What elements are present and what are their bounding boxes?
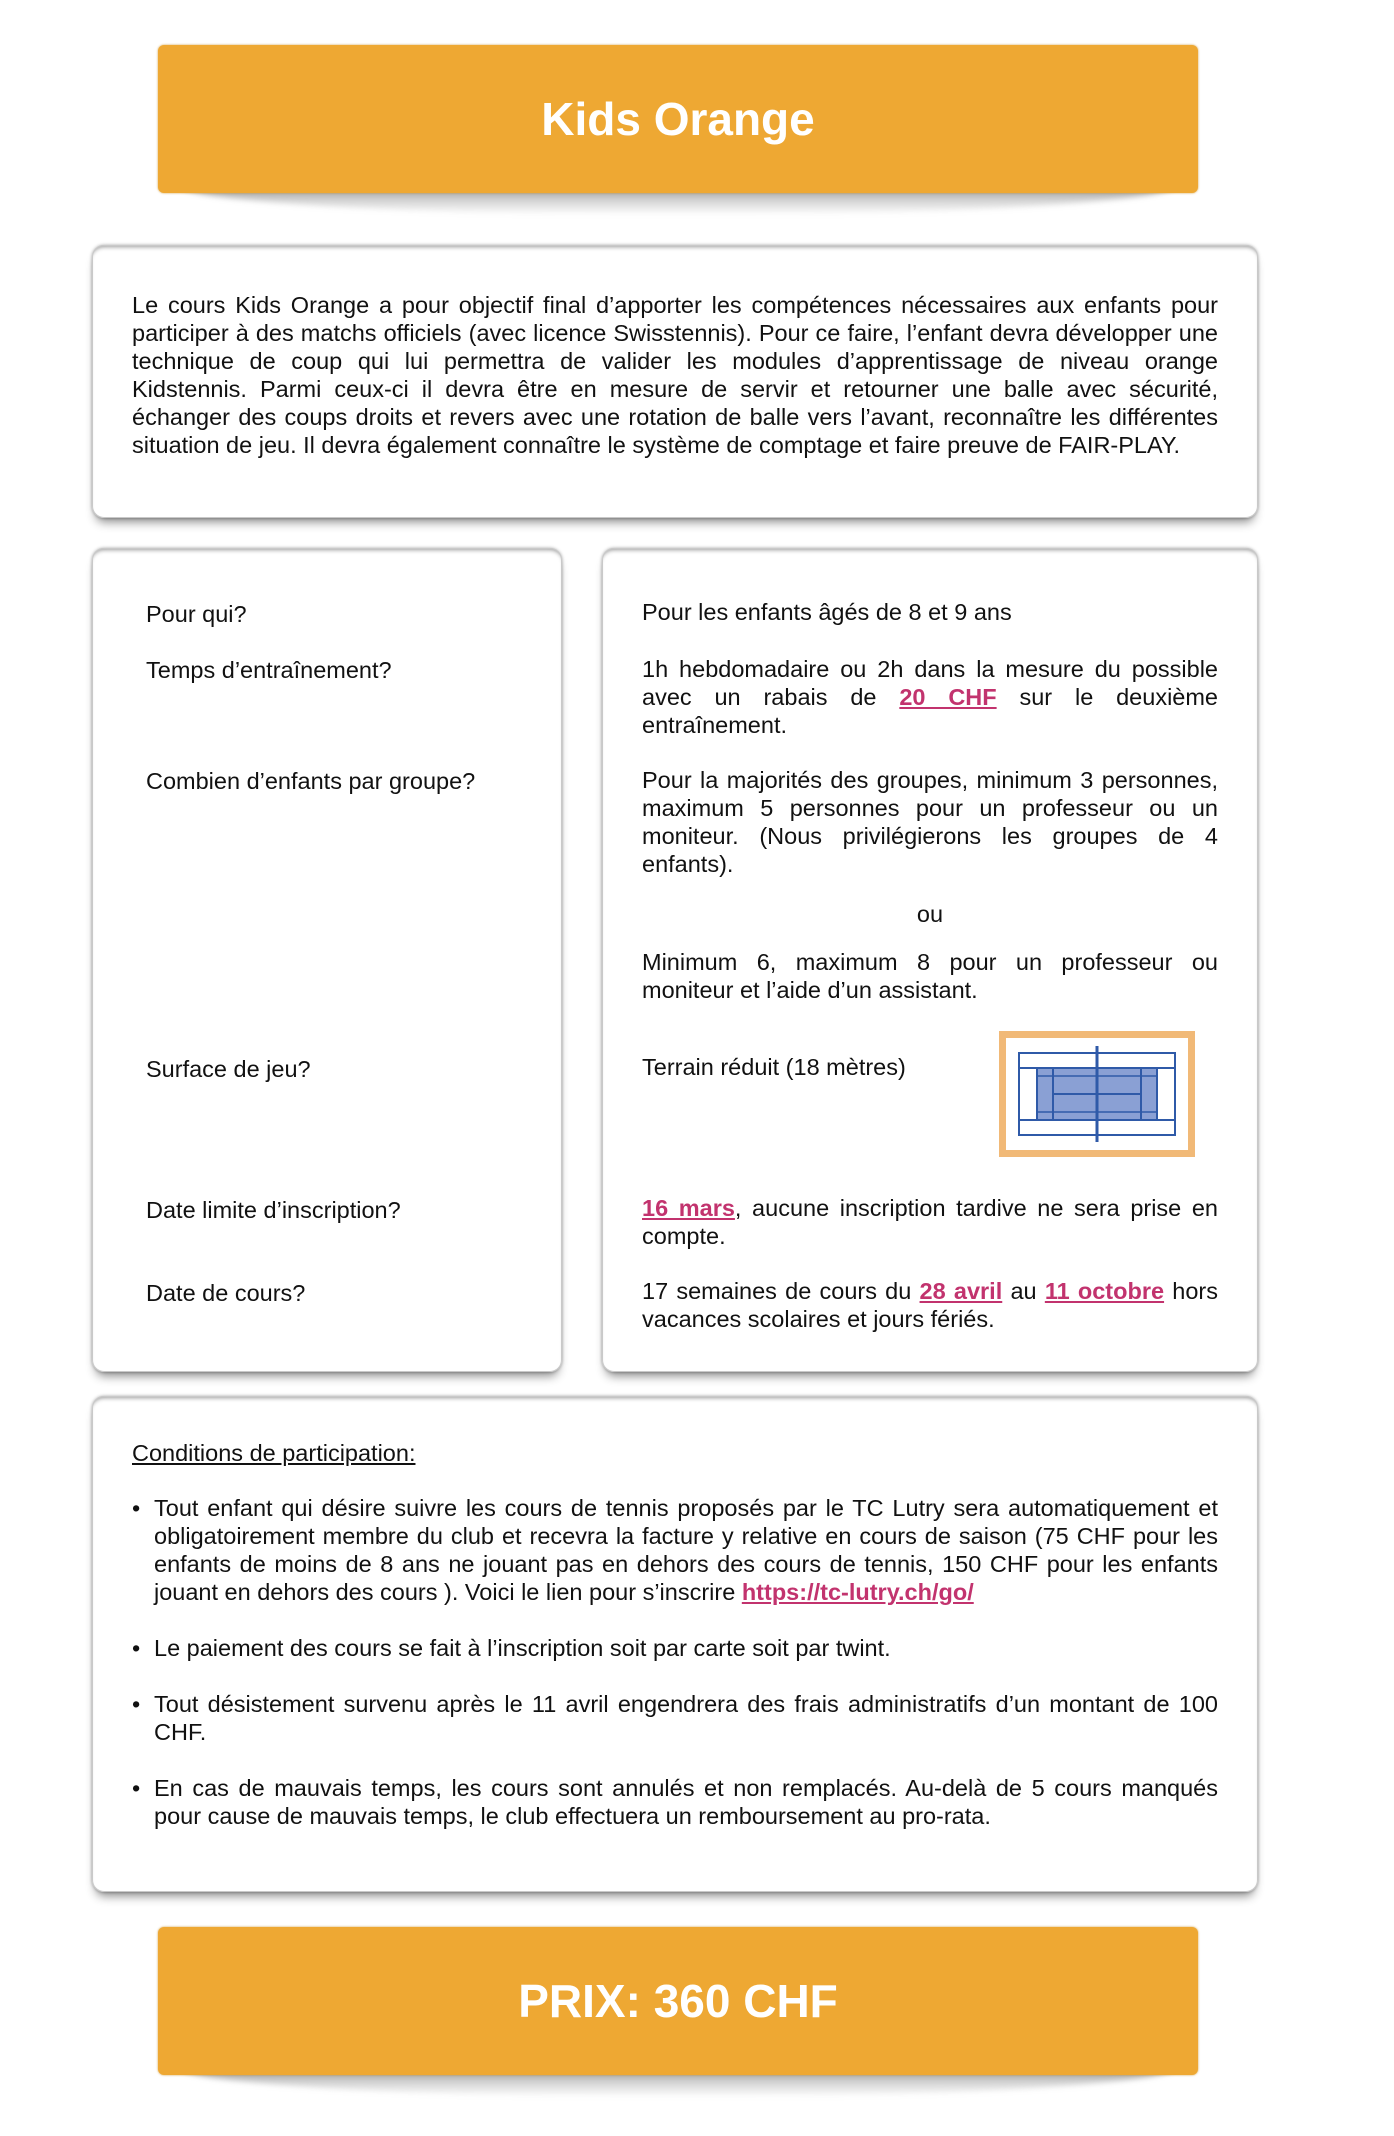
answer-temps-text: 1h hebdomadaire ou 2h dans la mesure du possible avec un rabais de: [642, 656, 1218, 710]
condition-item: [132, 1690, 1218, 1746]
conditions-list: [132, 1494, 1218, 1858]
court-image: [999, 1031, 1195, 1157]
conditions-title: Conditions de participation:: [132, 1440, 416, 1466]
condition-text: En cas de mauvais temps, les cours sont annulés et non remplacés. Au-delà de 5 cours manqués pour cause de mauvais temps, le club effectuera un remboursement au pro-rata.: [154, 1775, 1218, 1829]
answer-temps-text-end: sur le deuxième entraînement.: [642, 684, 1219, 738]
conditions-card: [92, 1396, 1258, 1892]
end-date-highlight: 11 octobre: [1044, 1278, 1165, 1304]
condition-text: Tout désistement survenu après le 11 avril engendrera des frais administratifs d’un montant de 100 CHF.: [154, 1691, 1218, 1745]
question-date-cours: Date de cours?: [146, 1280, 306, 1306]
question-date-limite: Date limite d’inscription?: [146, 1197, 401, 1223]
discount-highlight: 20 CHF: [899, 684, 997, 710]
answer-date-cours: [642, 1277, 1218, 1333]
question-pour-qui: Pour qui?: [146, 601, 247, 627]
condition-item: [132, 1494, 1218, 1606]
questions-card: [92, 548, 562, 1372]
answer-pour-qui: Pour les enfants âgés de 8 et 9 ans: [642, 599, 1012, 625]
answers-card: [602, 548, 1258, 1372]
answer-surface: Terrain réduit (18 mètres): [642, 1054, 906, 1080]
question-temps: Temps d’entraînement?: [146, 657, 392, 683]
start-date-highlight: 28 avril: [919, 1278, 1003, 1304]
answer-temps: [642, 655, 1218, 739]
price-label: PRIX: 360 CHF: [158, 1927, 1198, 2075]
answer-groupe-2: Minimum 6, maximum 8 pour un professeur ou moniteur et l’aide d’un assistant.: [642, 949, 1218, 1003]
intro-text: Le cours Kids Orange a pour objectif final d’apporter les compétences nécessaires aux enfants pour participer à des matchs officiels (avec licence Swisstennis). Pour ce faire, l’enfant devra développer une technique de coup qui lui permettra de valider les modules d’apprentissage de niveau orange Kidstennis. Parmi ceux-ci il devra être en mesure de servir et retourner une balle avec sécurité, échanger des coups droits et revers avec une rotation de balle vers l’avant, reconnaître les différentes situation de jeu. Il devra également connaître le système de comptage et faire preuve de FAIR-PLAY.: [132, 292, 1218, 458]
condition-item: [132, 1774, 1218, 1830]
question-groupe: Combien d’enfants par groupe?: [146, 768, 476, 794]
bullet-icon: •: [132, 1691, 141, 1717]
answer-groupe-1: Pour la majorités des groupes, minimum 3 personnes, maximum 5 personnes pour un professeur ou un moniteur. (Nous privilégierons les groupes de 4 enfants).: [642, 767, 1218, 877]
condition-text: Tout enfant qui désire suivre les cours de tennis proposés par le TC Lutry sera automatiquement et obligatoirement membre du club et recevra la facture y relative en cours de saison (75 CHF pour les enfants de moins de 8 ans ne jouant pas en dehors des cours de tennis, 150 CHF pour les enfants jouant en dehors des cours ). Voici le lien pour s’inscrire: [154, 1495, 1218, 1605]
deadline-highlight: 16 mars: [642, 1195, 735, 1221]
answer-groupe-or: ou: [916, 901, 944, 927]
bullet-icon: •: [132, 1635, 141, 1661]
answer-date-limite: [642, 1194, 1218, 1250]
bullet-icon: •: [132, 1495, 141, 1521]
registration-link[interactable]: https://tc-lutry.ch/go/: [741, 1579, 974, 1605]
answer-date-cours-text: 17 semaines de cours du: [642, 1278, 920, 1304]
intro-card: [92, 245, 1258, 518]
answer-date-limite-text: , aucune inscription tardive ne sera prise en compte.: [642, 1195, 1218, 1249]
answer-date-cours-end: hors vacances scolaires et jours fériés.: [642, 1278, 1218, 1332]
page-title: Kids Orange: [158, 45, 1198, 193]
answer-date-cours-mid: au: [1002, 1278, 1045, 1304]
bullet-icon: •: [132, 1775, 141, 1801]
condition-text: Le paiement des cours se fait à l’inscription soit par carte soit par twint.: [154, 1635, 891, 1661]
question-surface: Surface de jeu?: [146, 1056, 311, 1082]
condition-item: [132, 1634, 1218, 1662]
tennis-court-icon: [1006, 1038, 1188, 1150]
